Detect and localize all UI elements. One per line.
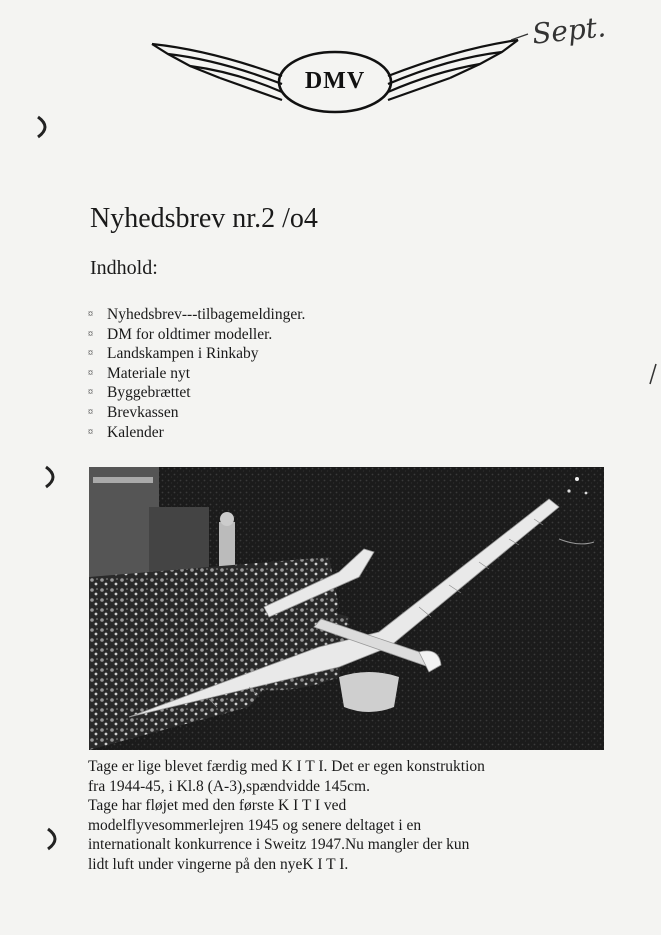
stray-mark-icon: [648, 362, 658, 386]
logo-text: DMV: [304, 68, 366, 94]
glider-model-photo-icon: [89, 467, 604, 750]
list-item: [88, 403, 305, 423]
bullet-icon: ¤: [88, 328, 93, 340]
bullet-icon: ¤: [88, 406, 93, 418]
list-item: [88, 364, 305, 384]
caption-line: Tage er lige blevet færdig med K I T I. Det er egen konstruktion: [88, 758, 485, 775]
caption-line: lidt luft under vingerne på den nyeK I T I.: [88, 855, 349, 873]
list-item-label: Byggebrættet: [107, 384, 191, 402]
pen-stroke-icon: [510, 30, 530, 44]
list-item: [88, 305, 305, 325]
photo-caption: [88, 757, 558, 874]
caption-line: fra 1944-45, i Kl.8 (A-3),spændvidde 145cm.: [88, 777, 370, 795]
punch-hole-icon: [38, 826, 64, 852]
punch-hole-icon: [28, 114, 54, 140]
list-item: [88, 423, 305, 443]
list-item-label: Brevkassen: [107, 403, 179, 421]
caption-line: modelflyvesommerlejren 1945 og senere deltaget i en: [88, 816, 422, 834]
glider-photo: [89, 467, 604, 750]
handwritten-note: Sept.: [530, 10, 608, 51]
dmv-logo: [150, 30, 520, 120]
list-item-label: Nyhedsbrev---tilbagemeldinger.: [107, 306, 306, 323]
contents-list: [88, 305, 305, 442]
list-item: [88, 325, 305, 345]
list-item-label: DM for oldtimer modeller.: [107, 325, 273, 343]
list-item-label: Kalender: [107, 423, 164, 441]
page-title: Nyhedsbrev nr.2 /o4: [90, 203, 318, 234]
list-item-label: Landskampen i Rinkaby: [107, 345, 259, 363]
list-item-label: Materiale nyt: [107, 364, 191, 382]
list-item: [88, 344, 305, 364]
bullet-icon: ¤: [88, 426, 93, 438]
bullet-icon: ¤: [88, 348, 93, 360]
list-item: [88, 383, 305, 403]
bullet-icon: ¤: [88, 367, 93, 379]
caption-line: internationalt konkurrence i Sweitz 1947.Nu mangler der kun: [88, 836, 470, 853]
bullet-icon: ¤: [88, 309, 93, 320]
contents-heading: Indhold:: [90, 257, 158, 279]
caption-line: Tage har fløjet med den første K I T I ved: [88, 797, 347, 814]
punch-hole-icon: [36, 464, 62, 490]
bullet-icon: ¤: [88, 387, 93, 399]
